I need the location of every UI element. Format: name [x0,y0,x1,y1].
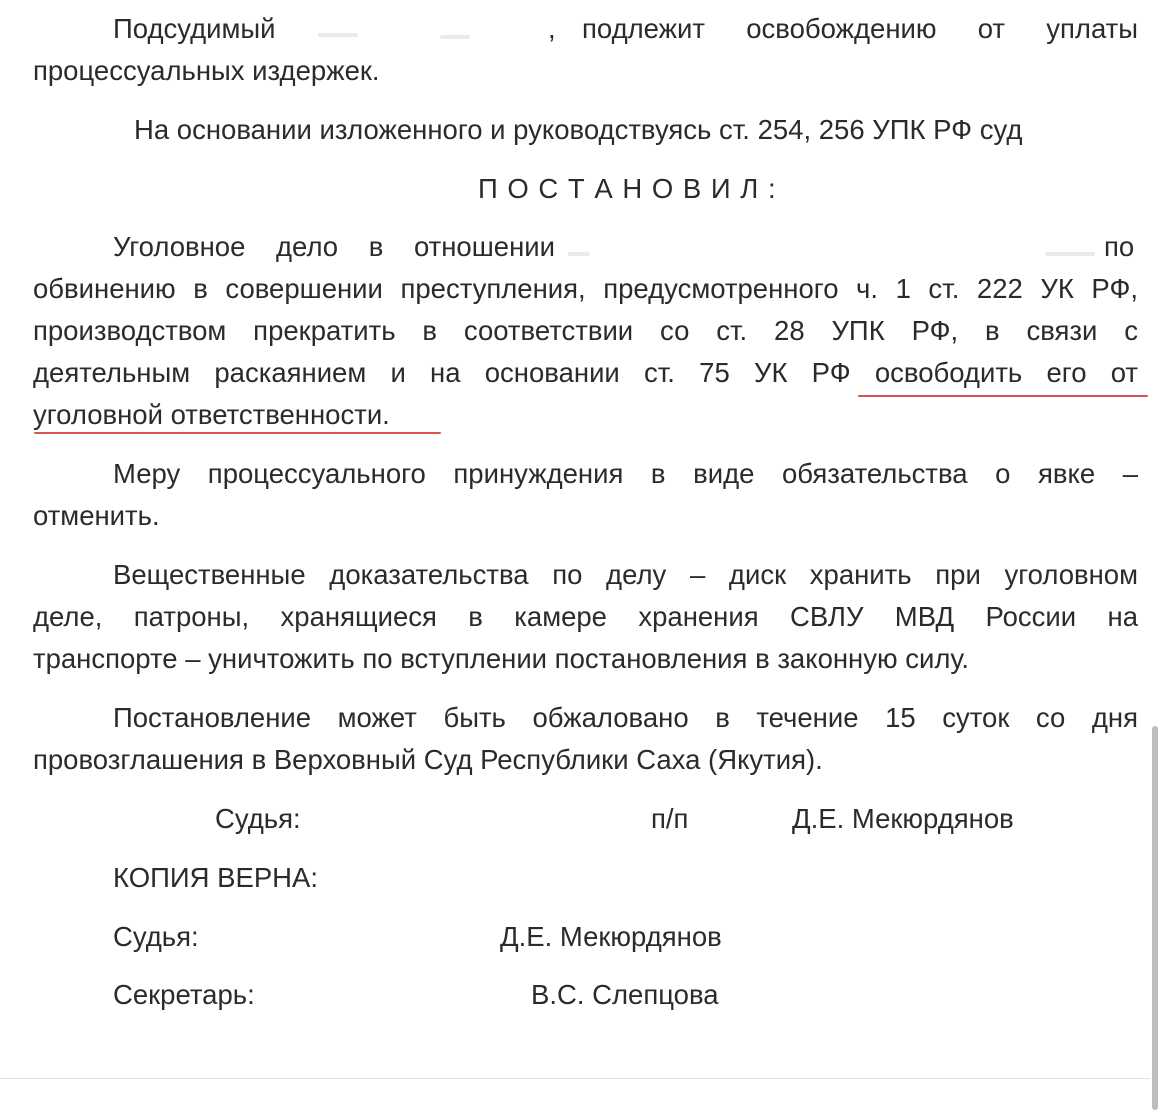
signature-pp: п/п [651,803,689,834]
red-underline [34,432,441,434]
p5-line2: деле, патроны, хранящиеся в камере хранения СВЛУ МВД России на [33,601,1138,632]
redacted-name [318,33,358,37]
p1-line1-end: подлежит освобождению от уплаты [582,13,1138,44]
ruling-heading: П О С Т А Н О В И Л : [478,173,777,204]
p3-line2: обвинению в совершении преступления, предусмотренного ч. 1 ст. 222 УК РФ, [33,273,1138,304]
copy-judge-label: Судья: [113,921,199,952]
redacted-name-part [1045,252,1095,256]
p6-line1: Постановление может быть обжаловано в течение 15 суток со дня [113,702,1138,733]
p6-line2: провозглашения в Верховный Суд Республики Саха (Якутия). [33,744,823,775]
p1-line2: процессуальных издержек. [33,55,380,86]
redacted-name [568,252,590,256]
p1-line1-punct: , [548,13,556,44]
p3-line1-end: по [1104,231,1135,262]
judge-name: Д.Е. Мекюрдянов [792,803,1014,834]
copy-title: КОПИЯ ВЕРНА: [113,862,319,893]
p4-line2: отменить. [33,500,160,531]
p3-line3: производством прекратить в соответствии со ст. 28 УПК РФ, в связи с [33,315,1138,346]
p4-line1: Меру процессуального принуждения в виде обязательства о явке – [113,458,1138,489]
p5-line3: транспорте – уничтожить по вступлении постановления в законную силу. [33,643,970,674]
judge-label: Судья: [215,803,301,834]
p3-line4: деятельным раскаянием и на основании ст. 75 УК РФ освободить его от [33,357,1138,388]
red-underline [858,395,1148,397]
scrollbar[interactable] [1152,726,1158,1110]
p2-text: На основании изложенного и руководствуясь ст. 254, 256 УПК РФ суд [134,114,1023,145]
secretary-name: В.С. Слепцова [531,979,719,1010]
page-divider [0,1078,1150,1079]
p3-line5: уголовной ответственности. [33,399,390,430]
secretary-label: Секретарь: [113,979,255,1010]
copy-judge-name: Д.Е. Мекюрдянов [500,921,722,952]
p3-line1-start: Уголовное дело в отношении [113,231,555,262]
p5-line1: Вещественные доказательства по делу – диск хранить при уголовном [113,559,1138,590]
redacted-name-part [440,35,470,39]
p1-line1-start: Подсудимый [113,13,276,44]
